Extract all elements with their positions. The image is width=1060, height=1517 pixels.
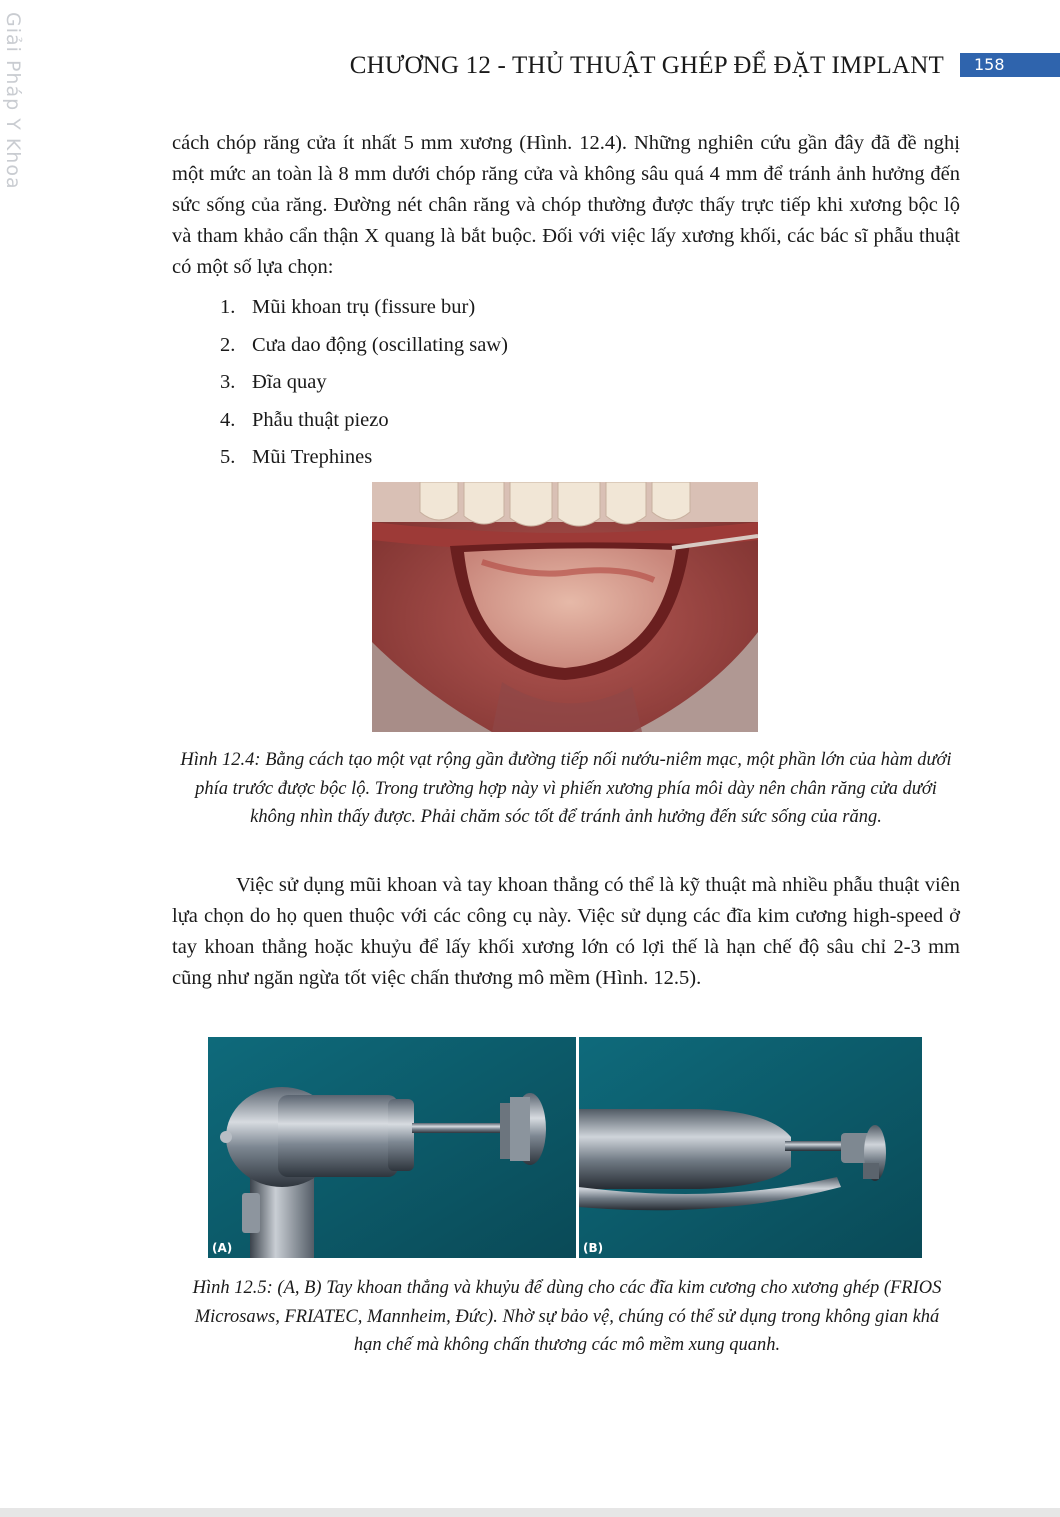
chapter-title: CHƯƠNG 12 - THỦ THUẬT GHÉP ĐỂ ĐẶT IMPLANT [349, 52, 944, 79]
figure-12-5-caption: Hình 12.5: (A, B) Tay khoan thẳng và khuỷu để dùng cho các đĩa kim cương cho xương ghép (FRIOS Microsaws, FRIATEC, Mannheim, Đức). Nhờ sự bảo vệ, chúng có thể sử dụng trong không gian khá hạn chế mà không chấn thương các mô mềm xung quanh. [192, 1278, 942, 1355]
page-number-badge: 158 [960, 53, 1060, 77]
surgical-site-illustration [372, 482, 758, 732]
second-paragraph: Việc sử dụng mũi khoan và tay khoan thẳng có thể là kỹ thuật mà nhiều phẫu thuật viên lựa chọn do họ quen thuộc với các công cụ này. Việc sử dụng các đĩa kim cương high-speed ở tay khoan thẳng hoặc khuỷu để lấy khối xương lớn có lợi thế là hạn chế độ sâu chỉ 2-3 mm cũng như ngăn ngừa tốt việc chấn thương mô mềm (Hình. 12.5). [172, 874, 960, 989]
bottom-strip [0, 1508, 1060, 1517]
figure-12-4-photo [372, 482, 758, 732]
running-head [0, 50, 1060, 84]
list-item: 4. Phẫu thuật piezo [220, 408, 389, 431]
contra-angle-handpiece-illustration [579, 1037, 922, 1258]
intro-paragraph: cách chóp răng cửa ít nhất 5 mm xương (Hình. 12.4). Những nghiên cứu gần đây đã đề nghị một mức an toàn là 8 mm dưới chóp răng cửa và không sâu quá 4 mm để tránh ảnh hưởng đến sức sống của răng. Đường nét chân răng và chóp thường được thấy trực tiếp khi xương bộc lộ và tham khảo cẩn thận X quang là bắt buộc. Đối với việc lấy xương khối, các bác sĩ phẫu thuật có một số lựa chọn: [172, 132, 960, 278]
list-item: 2. Cưa dao động (oscillating saw) [220, 333, 508, 356]
figure-12-5-panel-a [208, 1037, 576, 1258]
list-item: 5. Mũi Trephines [220, 446, 373, 468]
watermark-text: Giải Pháp Y Khoa [2, 12, 24, 190]
figure-12-5-panel-b [579, 1037, 922, 1258]
straight-handpiece-illustration [208, 1037, 576, 1258]
figure-12-4-caption: Hình 12.4: Bằng cách tạo một vạt rộng gần đường tiếp nối nướu-niêm mạc, một phần lớn của hàm dưới phía trước được bộc lộ. Trong trường hợp này vì phiến xương phía môi dày nên chân răng cửa dưới không nhìn thấy được. Phải chăm sóc tốt để tránh ảnh hưởng đến sức sống của răng. [180, 750, 952, 827]
list-item: 1. Mũi khoan trụ (fissure bur) [220, 296, 476, 318]
panel-b-label: (B) [583, 1241, 604, 1255]
side-watermark [0, 0, 28, 190]
bone-harvest-options-list [220, 291, 508, 479]
list-item: 3. Đĩa quay [220, 371, 327, 393]
panel-a-label: (A) [212, 1241, 233, 1255]
